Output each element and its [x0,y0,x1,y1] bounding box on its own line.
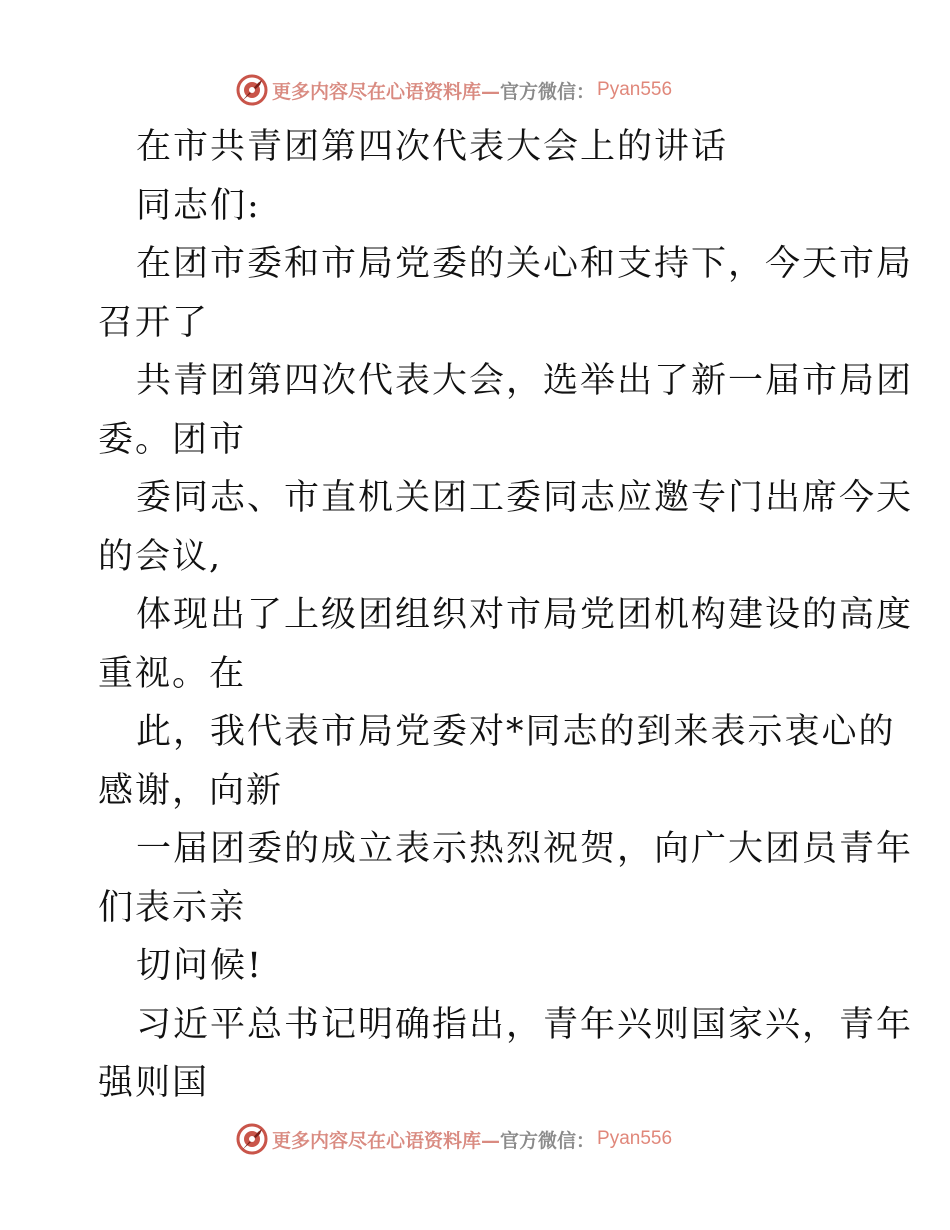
paragraph-line: 强则国 [98,1063,210,1103]
paragraph-line: 委同志、市直机关团工委同志应邀专门出席今天 [136,478,914,518]
paragraph-line: 召开了 [98,302,210,343]
watermark-promo-text: 更多内容尽在心语资料库— [272,80,501,103]
watermark-wechat-label: 官方微信： [500,80,596,103]
watermark-promo-text: 更多内容尽在心语资料库— [272,1129,501,1152]
paragraph-line: 切问候! [136,946,264,986]
paragraph-line: 体现出了上级团组织对市局党团机构建设的高度 [136,595,914,635]
footer-watermark [236,1122,672,1156]
paragraph-line: 习近平总书记明确指出，青年兴则国家兴，青年 [136,1004,914,1045]
paragraph-line: 共青团第四次代表大会，选举出了新一届市局团 [136,361,914,401]
paragraph-line: 的会议, [98,536,223,577]
paragraph-line: 们表示亲 [98,887,247,928]
watermark-wechat-id: Pyan556 [597,1128,673,1149]
quill-seal-icon [236,74,268,106]
paragraph-line: 此，我代表市局党委对*同志的到来表示衷心的 [136,712,896,752]
paragraph-line: 感谢，向新 [98,770,284,811]
paragraph-line: 委。团市 [98,419,247,460]
paragraph-line: 在团市委和市局党委的关心和支持下，今天市局 [136,244,914,284]
header-watermark [236,73,672,107]
watermark-wechat-label: 官方微信： [500,1129,596,1152]
watermark-wechat-id: Pyan556 [597,79,673,100]
document-title: 在市共青团第四次代表大会上的讲话 [136,127,729,167]
paragraph-line: 一届团委的成立表示热烈祝贺，向广大团员青年 [136,829,914,869]
salutation: 同志们: [136,185,261,226]
paragraph-line: 重视。在 [98,653,247,694]
quill-seal-icon [236,1123,268,1155]
document-body [98,118,914,1113]
